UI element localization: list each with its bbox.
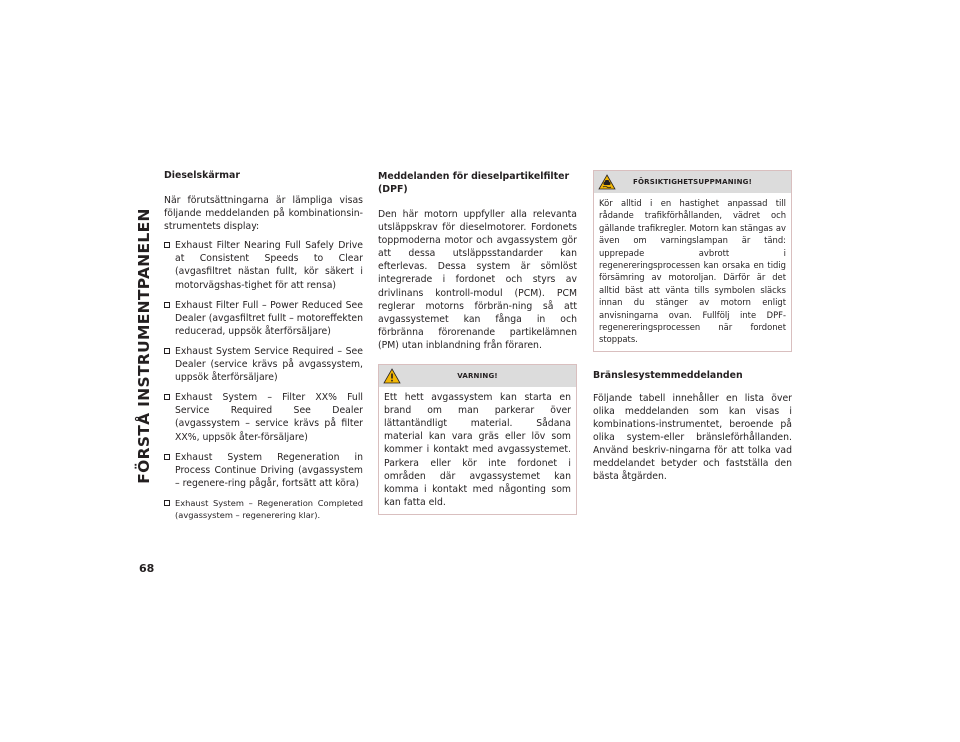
checkbox-bullet-icon xyxy=(164,454,170,460)
checkbox-bullet-icon xyxy=(164,394,170,400)
caution-header xyxy=(594,171,791,193)
section-body-dpf: Den här motorn uppfyller alla relevanta utsläppskrav för dieselmotorer. Fordonets toppmoderna motor och avgassystem gör att dessa utsläppsstandarder kan efterlevas. Dessa system är sömlöst integrerade i fordonet och styrs av drivlinans kontroll-modul (PCM). PCM reglerar motorns förbrän-ning så att avgassystemet kan fånga in och förbränna förorenande partikelämnen (PM) utan inblandning från föraren. xyxy=(378,209,577,351)
list-item: Exhaust Filter Nearing Full Safely Drive at Consistent Speeds to Clear (avgasfiltret nästan fullt, kör säkert i motorvägshas-tighet för att rensa) xyxy=(164,239,363,291)
checkbox-bullet-icon xyxy=(164,302,170,308)
warning-label: VARNING! xyxy=(457,372,498,381)
message-list xyxy=(164,239,363,522)
column-diesel-displays xyxy=(164,170,363,529)
caution-box xyxy=(593,170,792,352)
checkbox-bullet-icon xyxy=(164,242,170,248)
caution-label: FÖRSIKTIGHETSUPPMANING! xyxy=(633,178,752,186)
warning-box xyxy=(378,364,577,515)
section-heading-diesel: Dieselskärmar xyxy=(164,170,240,181)
chapter-title: FÖRSTÅ INSTRUMENTPANELEN xyxy=(135,208,154,484)
checkbox-bullet-icon xyxy=(164,500,170,506)
list-item: Exhaust System Regeneration in Process Continue Driving (avgassystem – regenere-ring pågår, fortsätt att köra) xyxy=(164,451,363,490)
section-heading-fuel: Bränslesystemmeddelanden xyxy=(593,369,743,381)
warning-body xyxy=(379,387,576,514)
section-intro: När förutsättningarna är lämpliga visas följande meddelanden på kombinationsin-strumentets display: xyxy=(164,195,363,233)
list-item: Exhaust System Service Required – See Dealer (service krävs på avgassystem, uppsök återförsäljare) xyxy=(164,345,363,384)
section-body-fuel: Följande tabell innehåller en lista över olika meddelanden som kan visas i kombinations-instrumentet, beroende på olika system-eller bränsleförhållanden. Använd beskriv-ningarna för att tolka vad meddelandet betyder och fastställa den bästa åtgärden. xyxy=(593,392,792,483)
list-item: Exhaust Filter Full – Power Reduced See Dealer (avgasfiltret fullt – motoreffekten reducerad, uppsök återförsäljare) xyxy=(164,299,363,338)
column-fuel-messages xyxy=(593,170,792,484)
checkbox-bullet-icon xyxy=(164,348,170,354)
skidding-car-icon xyxy=(598,174,616,190)
warning-text: Ett hett avgassystem kan starta en brand om man parkerar över lättantändligt material. Sådana material kan vara gräs eller löv som kommer i kontakt med avgassystemet. Parkera eller kör inte fordonet i områden där avgassystemet kan komma i kontakt med någonting som kan fatta eld. xyxy=(384,392,571,508)
list-item: Exhaust System – Regeneration Completed (avgassystem – regenerering klar). xyxy=(164,497,363,522)
caution-text: Kör alltid i en hastighet anpassad till rådande trafikförhållanden, vädret och gällande trafikregler. Motorn kan stängas av även om varningslampan är tänd: upprepade avbrott i regenereringsprocessen kan orsaka en tidig försämring av motoroljan. Därför är det alltid bäst att vänta tills symbolen släcks innan du stänger av motorn enligt anvisningarna ovan. Fullfölj inte DPF-regenereringsprocessen när fordonet stoppats. xyxy=(599,198,786,345)
column-dpf-messages xyxy=(378,170,577,515)
warning-header xyxy=(379,365,576,387)
list-item: Exhaust System – Filter XX% Full Service Required See Dealer (avgassystem – service krävs på filter XX%, uppsök åter-försäljare) xyxy=(164,391,363,443)
page-number: 68 xyxy=(139,562,155,575)
chapter-side-tab xyxy=(132,177,156,515)
section-heading-dpf: Meddelanden för dieselpartikelfilter (DPF) xyxy=(378,171,570,195)
warning-triangle-icon xyxy=(383,368,401,384)
caution-body xyxy=(594,193,791,351)
